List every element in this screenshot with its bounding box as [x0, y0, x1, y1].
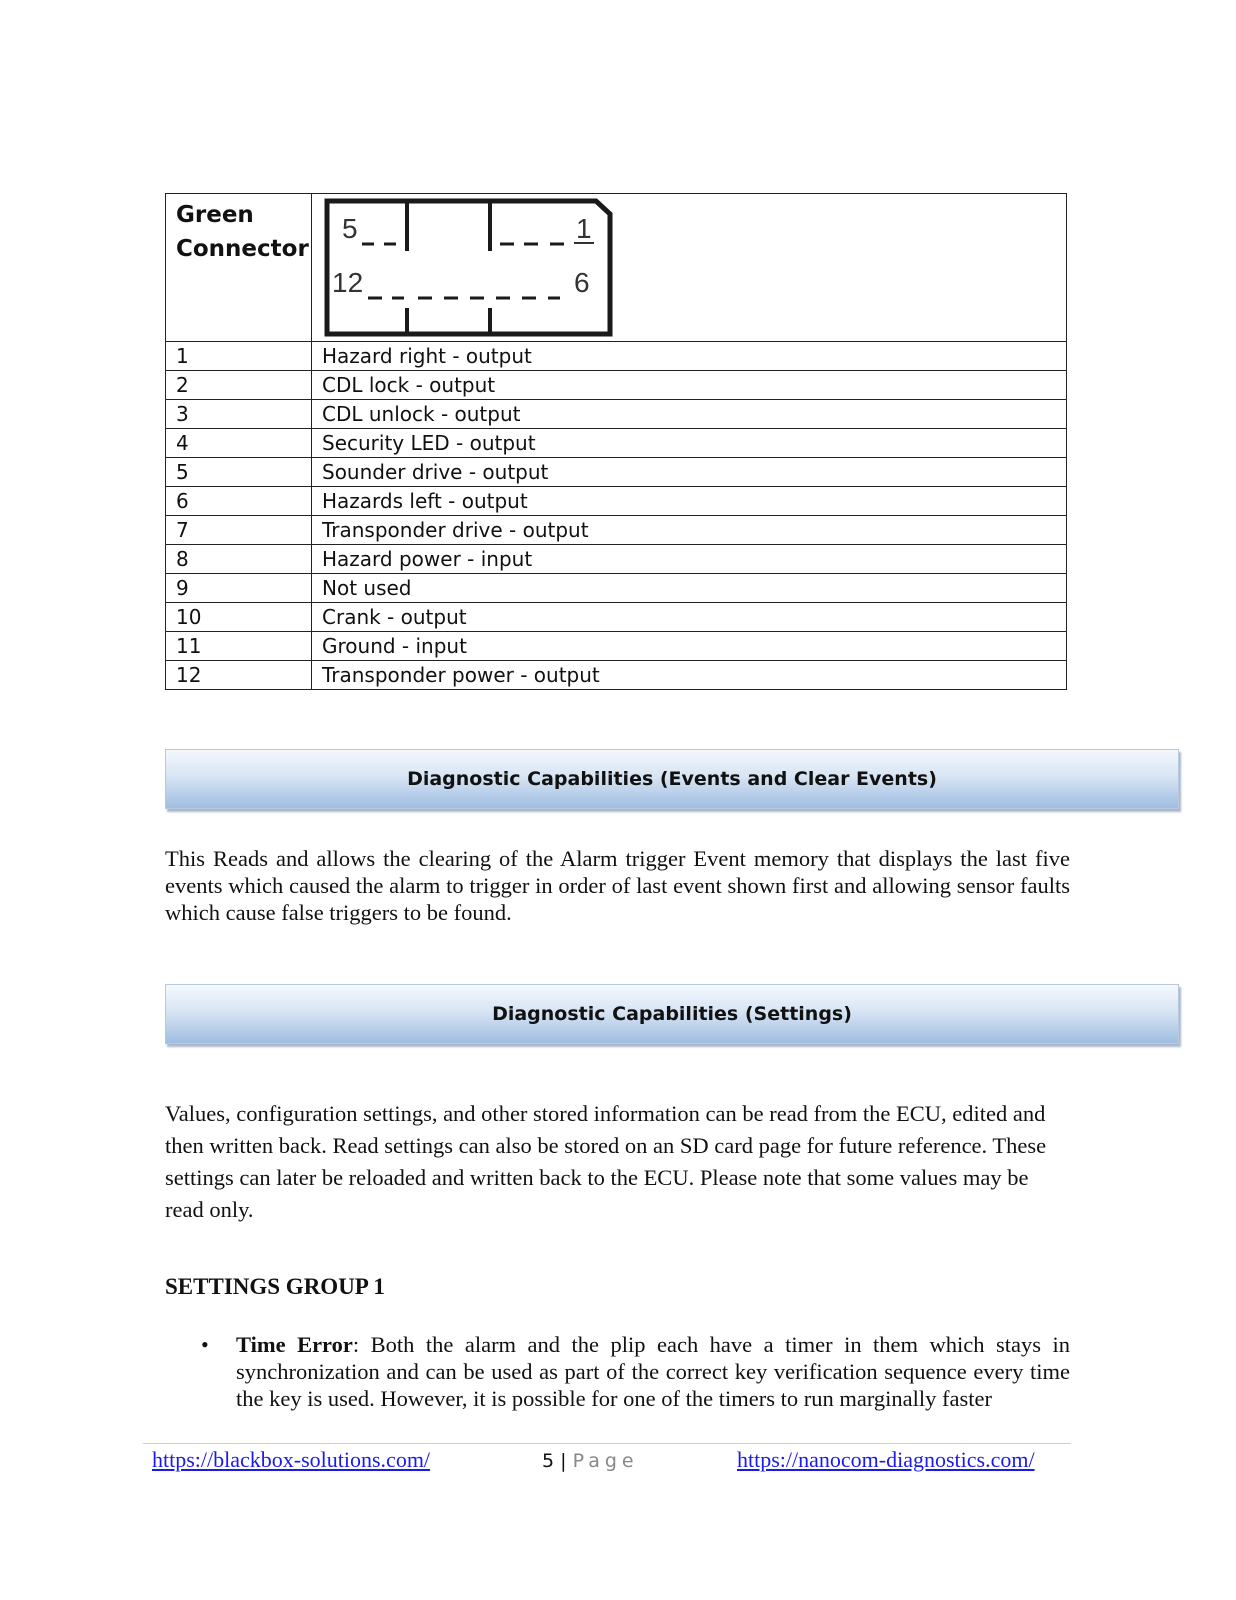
pin-row: [166, 574, 1067, 603]
footer-page-number: [542, 1450, 639, 1472]
settings-description: Values, configuration settings, and other stored information can be read from the ECU, edited and then written back. Read settings can also be stored on an SD card page for future reference. These settings can later be reloaded and written back to the ECU. Please note that some values may be read only.: [165, 1101, 1047, 1222]
pin-row: [166, 487, 1067, 516]
pin-description: Not used: [312, 574, 1067, 603]
pin-row: [166, 429, 1067, 458]
connector-label-cell: [166, 194, 312, 342]
pin-description: Ground - input: [312, 632, 1067, 661]
connector-header-row: [166, 194, 1067, 342]
pin-row: [166, 632, 1067, 661]
connector-label-line2: Connector: [176, 236, 309, 262]
connector-label-line1: Green: [176, 202, 254, 228]
pin-description: Transponder power - output: [312, 661, 1067, 690]
pin-number: 11: [166, 632, 312, 661]
pin-description: Transponder drive - output: [312, 516, 1067, 545]
pin-row: [166, 516, 1067, 545]
pin-number: 9: [166, 574, 312, 603]
pin-number: 1: [166, 342, 312, 371]
pin-number: 12: [166, 661, 312, 690]
pin-description: Hazard right - output: [312, 342, 1067, 371]
settings-group-title: SETTINGS GROUP 1: [165, 1274, 385, 1299]
page-separator: |: [560, 1450, 567, 1472]
pin-row: [166, 661, 1067, 690]
pin-number: 7: [166, 516, 312, 545]
pin-description: Sounder drive - output: [312, 458, 1067, 487]
pin-description: CDL unlock - output: [312, 400, 1067, 429]
pin-number: 6: [166, 487, 312, 516]
pin-row: [166, 371, 1067, 400]
connector-diagram-cell: [312, 194, 1067, 342]
section-banner-settings: [165, 984, 1179, 1044]
footer-right-link[interactable]: https://nanocom-diagnostics.com/: [737, 1447, 1035, 1472]
connector-pin-5-label: 5: [342, 213, 358, 244]
pin-table: [165, 193, 1067, 690]
pin-row: [166, 342, 1067, 371]
pin-number: 2: [166, 371, 312, 400]
connector-pin-1-label: 1: [576, 213, 592, 244]
pin-row: [166, 458, 1067, 487]
pin-description: Crank - output: [312, 603, 1067, 632]
pin-description: Security LED - output: [312, 429, 1067, 458]
page-word: Page: [572, 1450, 639, 1472]
pin-row: [166, 545, 1067, 574]
bullet-dot-icon: •: [201, 1332, 209, 1357]
pin-description: Hazard power - input: [312, 545, 1067, 574]
pin-row: [166, 400, 1067, 429]
footer-left-link[interactable]: https://blackbox-solutions.com/: [152, 1447, 431, 1472]
pin-number: 8: [166, 545, 312, 574]
footer-divider: [143, 1443, 1071, 1444]
connector-diagram: [324, 196, 616, 338]
section-title-events: Diagnostic Capabilities (Events and Clear Events): [407, 768, 937, 790]
bullet-term: Time Error: [236, 1332, 353, 1357]
connector-outline: [327, 201, 610, 334]
section-title-settings: Diagnostic Capabilities (Settings): [492, 1003, 852, 1025]
pin-number: 4: [166, 429, 312, 458]
connector-pin-12-label: 12: [332, 267, 364, 298]
pin-description: Hazards left - output: [312, 487, 1067, 516]
pin-description: CDL lock - output: [312, 371, 1067, 400]
pin-number: 3: [166, 400, 312, 429]
events-description: This Reads and allows the clearing of the Alarm trigger Event memory that displays the last five events which caused the alarm to trigger in order of last event shown first and allowing sensor faults which cause false triggers to be found.: [165, 846, 1070, 925]
connector-pin-6-label: 6: [574, 267, 590, 298]
bullet-item: [165, 1331, 1070, 1412]
pin-row: [166, 603, 1067, 632]
bullet-body: : Both the alarm and the plip each have a timer in them which stays in synchronization and can be used as part of the correct key verification sequence every time the key is used. However, it is possible for one of the timers to run marginally faster: [236, 1332, 1070, 1411]
bullet-text: [236, 1331, 1070, 1412]
section-banner-events: [165, 749, 1179, 809]
page-number: 5: [542, 1450, 555, 1472]
pin-number: 10: [166, 603, 312, 632]
pin-number: 5: [166, 458, 312, 487]
